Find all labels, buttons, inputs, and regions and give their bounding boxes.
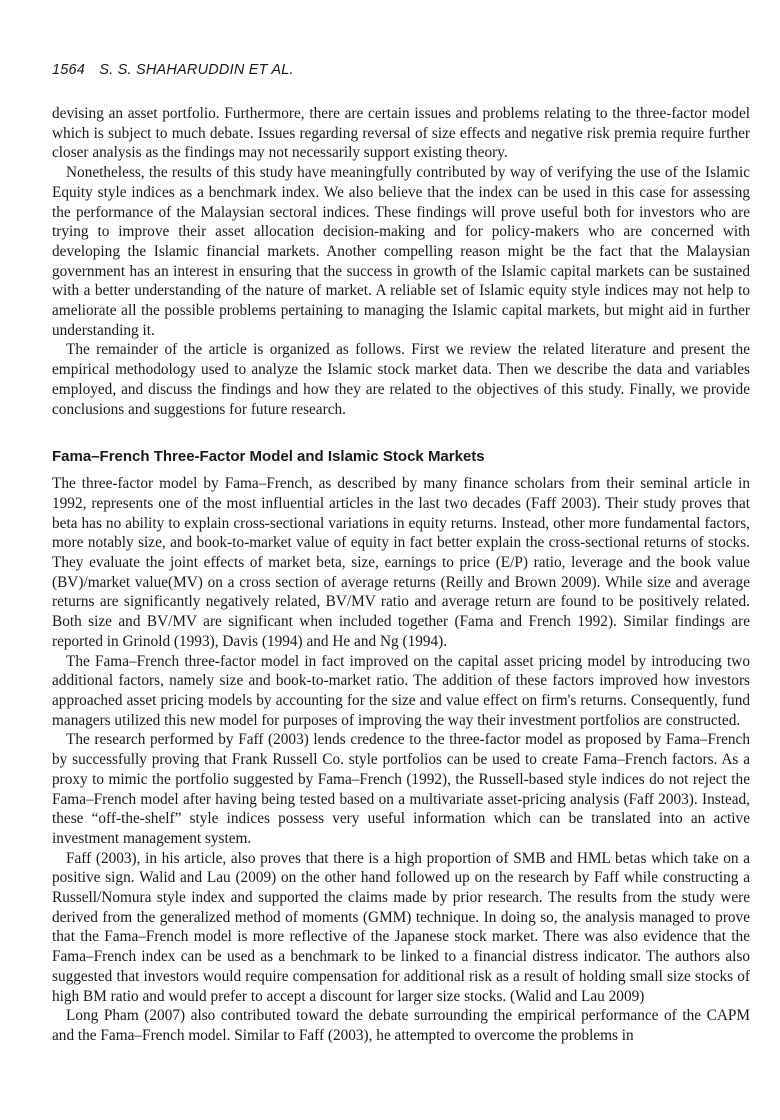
paragraph: The Fama–French three-factor model in fact improved on the capital asset pricing model by introducing two additional factors, namely size and book-to-market ratio. The addition of these factors improved how investors approached asset pricing models by accounting for the size and value effect on firm's returns. Consequently, fund managers utilized this new model for purposes of improving the way their investment portfolios are constructed. <box>52 652 750 729</box>
paragraph: The three-factor model by Fama–French, as described by many finance scholars from their seminal article in 1992, represents one of the most influential articles in the last two decades (Faff 2003). Their study proves that beta has no ability to explain cross-sectional variations in equity returns. Instead, other more fundamental factors, more notably size, and book-to-market value of equity in fact better explain the cross-sectional returns of stocks. They evaluate the joint effects of market beta, size, earnings to price (E/P) ratio, leverage and the book value (BV)/market value(MV) on a cross section of average returns (Reilly and Brown 2009). While size and average returns are significantly negatively related, BV/MV ratio and average return are found to be positively related. Both size and BV/MV are significant when included together (Fama and French 1992). Similar findings are reported in Grinold (1993), Davis (1994) and He and Ng (1994). <box>52 475 750 650</box>
paragraph: The remainder of the article is organized as follows. First we review the related literature and present the empirical methodology used to analyze the Islamic stock market data. Then we describe the data and variables employed, and discuss the findings and how they are related to the objectives of this study. Finally, we provide conclusions and suggestions for future research. <box>52 341 750 418</box>
section-heading: Fama–French Three-Factor Model and Islamic Stock Markets <box>52 448 485 466</box>
paragraph: Nonetheless, the results of this study have meaningfully contributed by way of verifying the use of the Islamic Equity style indices as a benchmark index. We also believe that the index can be used in this case for assessing the performance of the Malaysian sectoral indices. These findings will prove useful both for investors who are trying to improve their asset allocation decision-making and for policy-makers who are concerned with developing the Islamic financial markets. Another compelling reason might be the fact that the Malaysian government has an interest in ensuring that the success in growth of the Islamic capital markets can be sustained with a better understanding of the nature of market. A reliable set of Islamic equity style indices may not help to ameliorate all the possible problems pertaining to managing the Islamic capital markets, but might aid in further understanding it. <box>52 164 750 339</box>
paragraph: The research performed by Faff (2003) lends credence to the three-factor model as proposed by Fama–French by successfully proving that Frank Russell Co. style portfolios can be used to create Fama–French factors. As a proxy to mimic the portfolio suggested by Fama–French (1992), the Russell-based style indices do not reject the Fama–French model after having being tested based on a multivariate asset-pricing analysis (Faff 2003). Instead, these “off-the-shelf” style indices possess very useful information which can be translated into an active investment management system. <box>52 731 750 847</box>
page-number: 1564 <box>52 62 86 78</box>
paragraph: devising an asset portfolio. Furthermore, there are certain issues and problems relating to the three-factor model which is subject to much debate. Issues regarding reversal of size effects and negative risk premia require further closer analysis as the findings may not necessarily support existing theory. <box>52 105 750 162</box>
paragraph: Long Pham (2007) also contributed toward the debate surrounding the empirical performance of the CAPM and the Fama–French model. Similar to Faff (2003), he attempted to overcome the problems in <box>52 1007 750 1044</box>
paragraph: Faff (2003), in his article, also proves that there is a high proportion of SMB and HML betas which take on a positive sign. Walid and Lau (2009) on the other hand followed up on the research by Faff while constructing a Russell/Nomura style index and supported the claims made by prior research. The results from the study were derived from the generalized method of moments (GMM) technique. In doing so, the analysis managed to prove that the Fama–French model is more reflective of the Japanese stock market. There was also evidence that the Fama–French index can be used as a benchmark to be linked to a financial distress indicator. The authors also suggested that investors would require compensation for additional risk as a result of holding small size stocks of high BM ratio and would prefer to accept a discount for larger size stocks. (Walid and Lau 2009) <box>52 849 750 1005</box>
running-head-authors: S. S. SHAHARUDDIN ET AL. <box>99 62 294 78</box>
running-head <box>52 62 750 78</box>
document-page <box>52 62 750 1046</box>
